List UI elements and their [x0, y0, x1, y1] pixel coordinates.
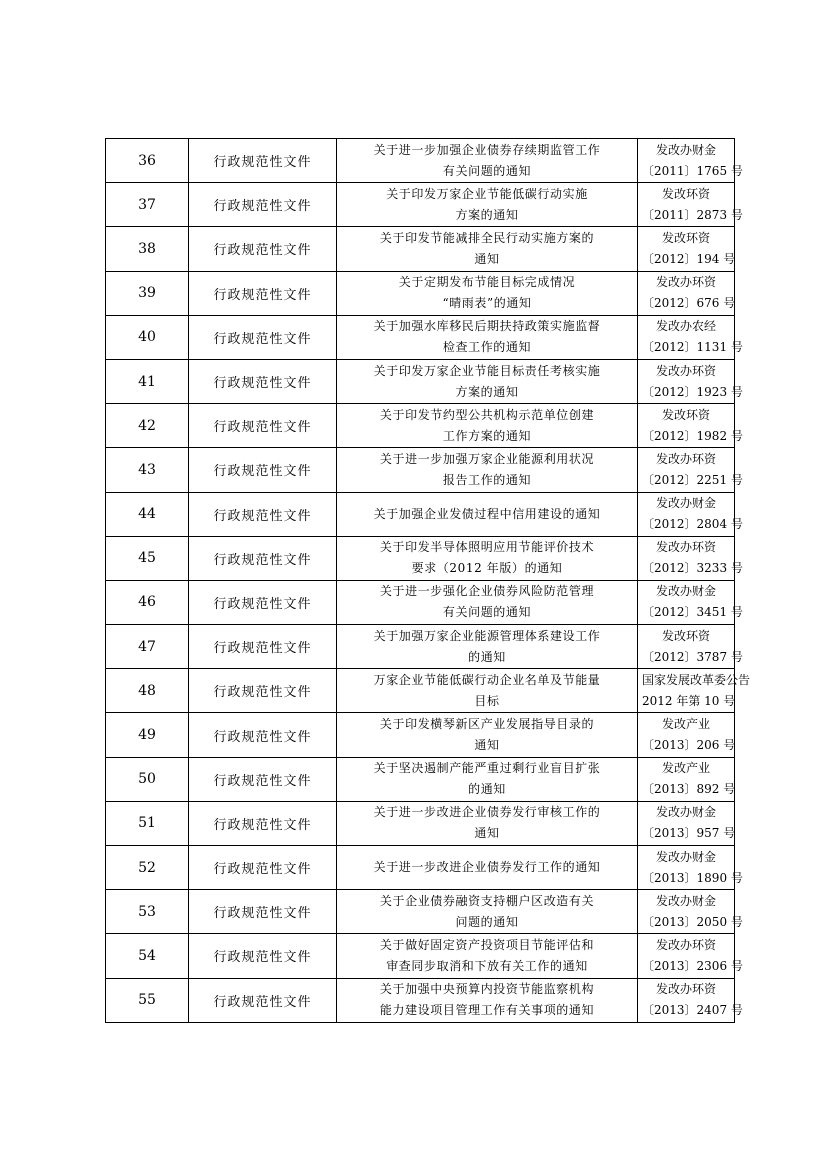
document-number-line: 〔2012〕2804 号: [642, 517, 743, 532]
document-number: [638, 359, 743, 403]
table-row: [106, 846, 735, 890]
document-title-line: 的通知: [468, 649, 506, 664]
table-row: [106, 757, 735, 801]
table-row: [106, 227, 735, 271]
document-title-line: 检查工作的通知: [442, 340, 532, 355]
document-number-line: 发改环资: [661, 628, 710, 643]
document-number: [638, 536, 743, 580]
document-title-line: 目标: [474, 693, 500, 708]
document-title: [337, 315, 638, 359]
document-title-line: 关于进一步加强万家企业能源利用状况: [379, 451, 595, 466]
document-number: [638, 271, 735, 315]
document-title-line: 关于印发节能减排全民行动实施方案的: [379, 230, 595, 245]
document-number-line: 〔2012〕676 号: [642, 296, 736, 311]
document-title: [337, 492, 638, 536]
document-type: 行政规范性文件: [189, 890, 337, 934]
document-title-line: 关于做好固定资产投资项目节能评估和: [379, 937, 595, 952]
row-number: 40: [106, 315, 189, 359]
document-number: [638, 580, 743, 624]
document-title-line: 关于坚决遏制产能严重过剩行业盲目扩张: [373, 761, 601, 776]
document-type: 行政规范性文件: [189, 183, 337, 227]
document-title-line: 关于印发万家企业节能目标责任考核实施: [373, 363, 601, 378]
document-number-line: 〔2011〕1765 号: [642, 163, 743, 178]
document-title-line: 万家企业节能低碳行动企业名单及节能量: [373, 672, 601, 687]
document-type: 行政规范性文件: [189, 404, 337, 448]
table-row: [106, 536, 735, 580]
document-type: 行政规范性文件: [189, 359, 337, 403]
document-type: 行政规范性文件: [189, 448, 337, 492]
document-number-line: 〔2011〕2873 号: [642, 207, 743, 222]
document-number: [638, 315, 743, 359]
row-number: 52: [106, 846, 189, 890]
table-row: [106, 183, 735, 227]
table-row: [106, 801, 735, 845]
document-number-line: 〔2013〕957 号: [642, 826, 736, 841]
table-row: [106, 271, 735, 315]
document-title-line: 关于印发半导体照明应用节能评价技术: [379, 540, 595, 555]
row-number: 43: [106, 448, 189, 492]
document-title-line: 能力建设项目管理工作有关事项的通知: [379, 1003, 595, 1018]
document-title: [337, 713, 638, 757]
document-title-line: 关于印发万家企业节能低碳行动实施: [386, 186, 588, 201]
document-number-line: 发改产业: [661, 717, 710, 732]
document-title: [337, 183, 638, 227]
document-title-line: 关于企业债券融资支持棚户区改造有关: [379, 893, 595, 908]
document-title: [337, 404, 638, 448]
document-number-line: 2012 年第 10 号: [642, 693, 736, 708]
document-number-line: 发改办环资: [655, 937, 716, 952]
document-title: [337, 801, 638, 845]
document-number-line: 发改办环资: [655, 451, 716, 466]
document-title: [337, 359, 638, 403]
document-number-line: 发改办财金: [655, 142, 716, 157]
document-number-line: 发改环资: [661, 230, 710, 245]
document-number-line: 〔2012〕194 号: [642, 251, 736, 266]
document-title: [337, 227, 638, 271]
document-title: [337, 139, 638, 183]
table-row: [106, 404, 735, 448]
document-number: [638, 669, 751, 713]
document-title-line: 关于印发节约型公共机构示范单位创建: [379, 407, 595, 422]
document-title-line: 报告工作的通知: [442, 472, 532, 487]
row-number: 50: [106, 757, 189, 801]
document-title-line: 关于加强万家企业能源管理体系建设工作: [373, 628, 601, 643]
document-number-line: 发改办环资: [655, 275, 716, 290]
document-number: [638, 801, 735, 845]
table-body: [106, 139, 751, 1023]
document-number-line: 〔2012〕1923 号: [642, 384, 743, 399]
table-row: [106, 978, 735, 1022]
document-title: [337, 890, 638, 934]
document-number-line: 发改办环资: [655, 540, 716, 555]
document-type: 行政规范性文件: [189, 271, 337, 315]
row-number: 55: [106, 978, 189, 1022]
table-row: [106, 315, 735, 359]
document-title-line: 关于印发横琴新区产业发展指导目录的: [379, 717, 595, 732]
document-type: 行政规范性文件: [189, 227, 337, 271]
row-number: 36: [106, 139, 189, 183]
row-number: 46: [106, 580, 189, 624]
document-title-line: 关于加强中央预算内投资节能监察机构: [379, 982, 595, 997]
document-number: [638, 227, 735, 271]
document-number-line: 发改办财金: [655, 805, 716, 820]
document-title-line: 通知: [474, 738, 500, 753]
document-number-line: 〔2012〕1131 号: [642, 340, 743, 355]
document-number: [638, 492, 743, 536]
document-title: [337, 669, 638, 713]
document-number-line: 〔2012〕3787 号: [642, 649, 743, 664]
document-number: [638, 890, 743, 934]
table-row: [106, 625, 735, 669]
table-row: [106, 359, 735, 403]
document-title: [337, 448, 638, 492]
table-row: [106, 448, 735, 492]
document-type: 行政规范性文件: [189, 315, 337, 359]
table-row: [106, 934, 735, 978]
document-number: [638, 139, 743, 183]
document-type: 行政规范性文件: [189, 801, 337, 845]
table-row: [106, 713, 735, 757]
row-number: 48: [106, 669, 189, 713]
document-number-line: 发改办环资: [655, 982, 716, 997]
document-number-line: 〔2013〕2407 号: [642, 1003, 743, 1018]
row-number: 54: [106, 934, 189, 978]
row-number: 53: [106, 890, 189, 934]
row-number: 39: [106, 271, 189, 315]
document-type: 行政规范性文件: [189, 536, 337, 580]
row-number: 44: [106, 492, 189, 536]
row-number: 51: [106, 801, 189, 845]
document-number: [638, 978, 743, 1022]
document-number-line: 发改办财金: [655, 849, 716, 864]
document-title-line: 方案的通知: [455, 207, 519, 222]
document-number-line: 发改办农经: [655, 319, 716, 334]
document-title-line: 审查同步取消和下放有关工作的通知: [386, 958, 588, 973]
document-title-line: 的通知: [468, 782, 506, 797]
table-row: [106, 890, 735, 934]
document-title-line: 通知: [474, 251, 500, 266]
document-type: 行政规范性文件: [189, 846, 337, 890]
document-number-line: 〔2013〕2050 号: [642, 914, 743, 929]
document-title-line: 方案的通知: [455, 384, 519, 399]
document-type: 行政规范性文件: [189, 625, 337, 669]
document-number: [638, 404, 743, 448]
document-title-line: 关于进一步改进企业债券发行工作的通知: [373, 860, 601, 875]
document-title-line: 要求（2012 年版）的通知: [411, 561, 563, 576]
regulations-table: [105, 138, 751, 1023]
document-type: 行政规范性文件: [189, 978, 337, 1022]
document-title-line: 关于进一步强化企业债券风险防范管理: [379, 584, 595, 599]
document-number-line: 〔2013〕2306 号: [642, 958, 743, 973]
document-title: [337, 934, 638, 978]
document-number-line: 发改环资: [661, 186, 710, 201]
document-number: [638, 448, 743, 492]
document-title-line: 有关问题的通知: [442, 605, 532, 620]
document-title: [337, 580, 638, 624]
document-number-line: 〔2012〕3451 号: [642, 605, 743, 620]
document-title-line: 关于进一步加强企业债券存续期监管工作: [373, 142, 601, 157]
row-number: 41: [106, 359, 189, 403]
row-number: 38: [106, 227, 189, 271]
row-number: 45: [106, 536, 189, 580]
row-number: 42: [106, 404, 189, 448]
document-type: 行政规范性文件: [189, 669, 337, 713]
document-number: [638, 713, 735, 757]
document-title: [337, 757, 638, 801]
document-number: [638, 846, 743, 890]
document-title-line: 通知: [474, 826, 500, 841]
document-title-line: “晴雨表”的通知: [442, 296, 532, 311]
row-number: 37: [106, 183, 189, 227]
document-title: [337, 625, 638, 669]
document-title-line: 工作方案的通知: [442, 428, 532, 443]
document-type: 行政规范性文件: [189, 713, 337, 757]
document-number: [638, 183, 743, 227]
document-title: [337, 846, 638, 890]
table-row: [106, 492, 735, 536]
document-number: [638, 757, 735, 801]
row-number: 47: [106, 625, 189, 669]
document-number-line: 发改办财金: [655, 496, 716, 511]
document-type: 行政规范性文件: [189, 580, 337, 624]
document-number: [638, 625, 743, 669]
document-number-line: 〔2012〕2251 号: [642, 472, 743, 487]
document-number: [638, 934, 743, 978]
document-title-line: 关于加强企业发债过程中信用建设的通知: [373, 506, 601, 521]
table-row: [106, 669, 735, 713]
document-number-line: 发改环资: [661, 407, 710, 422]
document-type: 行政规范性文件: [189, 757, 337, 801]
document-title: [337, 978, 638, 1022]
row-number: 49: [106, 713, 189, 757]
document-number-line: 〔2013〕1890 号: [642, 870, 743, 885]
document-number-line: 〔2013〕892 号: [642, 782, 736, 797]
document-title-line: 关于加强水库移民后期扶持政策实施监督: [373, 319, 601, 334]
document-title-line: 问题的通知: [455, 914, 519, 929]
document-number-line: 〔2012〕3233 号: [642, 561, 743, 576]
table-row: [106, 139, 735, 183]
document-title-line: 关于定期发布节能目标完成情况: [398, 275, 576, 290]
document-number-line: 发改产业: [661, 761, 710, 776]
document-number-line: 发改办财金: [655, 893, 716, 908]
document-type: 行政规范性文件: [189, 934, 337, 978]
document-number-line: 发改办财金: [655, 584, 716, 599]
document-title: [337, 536, 638, 580]
document-number-line: 〔2013〕206 号: [642, 738, 736, 753]
document-type: 行政规范性文件: [189, 139, 337, 183]
document-type: 行政规范性文件: [189, 492, 337, 536]
document-title-line: 关于进一步改进企业债券发行审核工作的: [373, 805, 601, 820]
document-number-line: 〔2012〕1982 号: [642, 428, 743, 443]
document-number-line: 发改办环资: [655, 363, 716, 378]
table-row: [106, 580, 735, 624]
document-number-line: 国家发展改革委公告: [642, 672, 751, 687]
document-title: [337, 271, 638, 315]
document-title-line: 有关问题的通知: [442, 163, 532, 178]
